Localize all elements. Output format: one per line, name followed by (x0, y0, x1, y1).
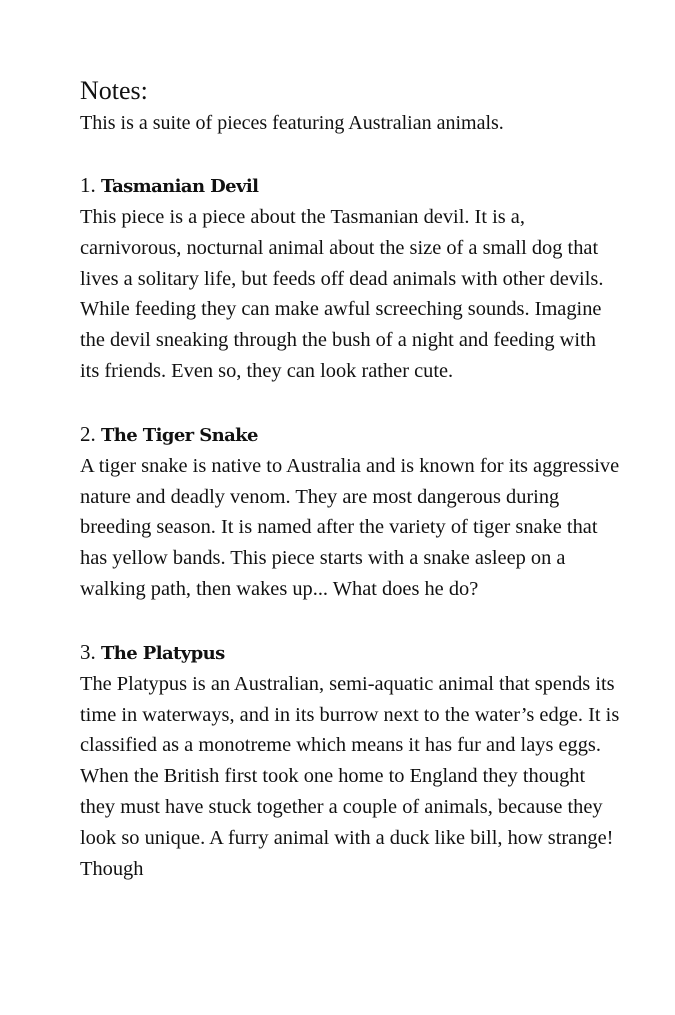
section-number: 1. (80, 173, 96, 197)
section-heading (80, 170, 620, 202)
section-tiger-snake (80, 419, 620, 605)
section-title: The Tiger Snake (101, 424, 258, 446)
section-heading (80, 637, 620, 669)
section-body: A tiger snake is native to Australia and is known for its aggressive nature and deadly venom. They are most dangerous during breeding season. It is named after the variety of tiger snake that has yellow bands. This piece starts with a snake asleep on a walking path, then wakes up... What does he do? (80, 454, 620, 600)
notes-title: Notes: (80, 76, 148, 105)
section-number: 2. (80, 421, 96, 446)
document-page (80, 76, 620, 884)
section-body: This piece is a piece about the Tasmanian devil. It is a, carnivorous, nocturnal animal about the size of a small dog that lives a solitary life, but feeds off dead animals with other devils. While feeding they can make awful screeching sounds. Imagine the devil sneaking through the bush of a night and feeding with its friends. Even so, they can look rather cute. (80, 206, 604, 382)
section-tasmanian-devil (80, 170, 620, 387)
section-heading (80, 419, 620, 451)
section-body: The Platypus is an Australian, semi-aquatic animal that spends its time in waterways, and in its burrow next to the water’s edge. It is classified as a monotreme which means it has fur and lays eggs. When the British first took one home to England they thought they must have stuck together a couple of animals, because they look so unique. A furry animal with a duck like bill, how strange! Though (80, 672, 620, 880)
section-number: 3. (80, 639, 96, 664)
section-platypus (80, 637, 620, 885)
notes-intro: This is a suite of pieces featuring Australian animals. (80, 112, 504, 134)
section-title: The Platypus (101, 642, 225, 664)
section-title: Tasmanian Devil (101, 176, 259, 197)
